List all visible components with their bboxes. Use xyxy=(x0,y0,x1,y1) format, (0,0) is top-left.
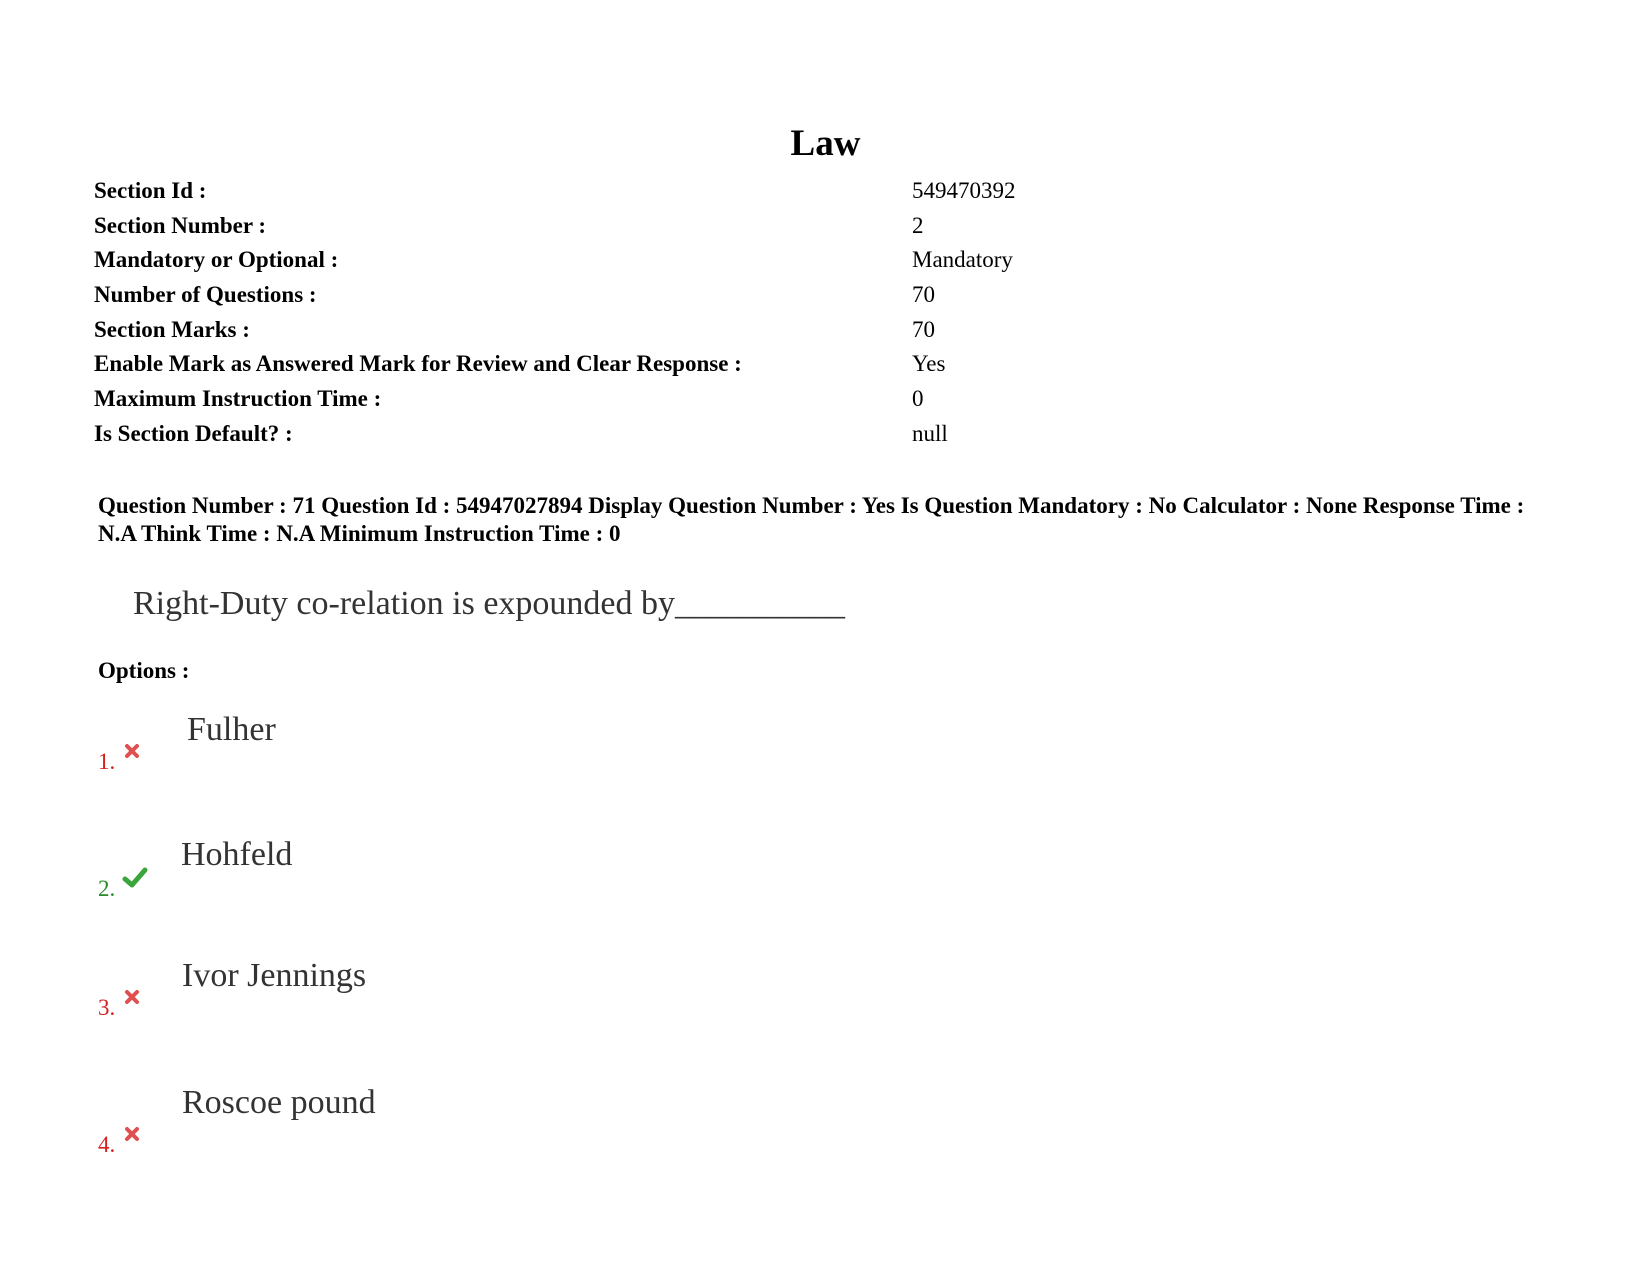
option-number: 4. xyxy=(98,1132,116,1157)
meta-label: Enable Mark as Answered Mark for Review and Clear Response : xyxy=(94,351,742,377)
meta-value: Mandatory xyxy=(912,247,1013,273)
meta-value: Yes xyxy=(912,351,946,377)
option-text: Hohfeld xyxy=(181,836,293,873)
cross-icon xyxy=(124,989,140,1010)
meta-value: 70 xyxy=(912,316,935,342)
meta-value: null xyxy=(912,420,948,446)
meta-label: Section Number : xyxy=(94,212,267,238)
option-4 xyxy=(0,1083,900,1163)
meta-label: Section Marks : xyxy=(94,316,250,342)
meta-label: Section Id : xyxy=(94,178,207,203)
question-text: Right-Duty co-relation is expounded by__________ xyxy=(133,585,846,622)
option-3 xyxy=(0,946,900,1026)
meta-value: 549470392 xyxy=(912,178,1016,203)
meta-value: 2 xyxy=(912,212,924,238)
meta-label: Mandatory or Optional : xyxy=(94,247,339,273)
meta-label: Is Section Default? : xyxy=(94,420,293,446)
options-label: Options : xyxy=(98,658,190,683)
cross-icon xyxy=(124,1126,140,1147)
option-number: 3. xyxy=(98,995,116,1020)
meta-label: Number of Questions : xyxy=(94,282,317,308)
option-1 xyxy=(0,700,900,780)
option-text: Fulher xyxy=(187,711,276,748)
option-2 xyxy=(0,825,900,905)
meta-value: 0 xyxy=(912,386,924,412)
meta-label: Maximum Instruction Time : xyxy=(94,386,382,412)
check-icon xyxy=(122,867,148,894)
option-number: 1. xyxy=(98,749,116,774)
question-header: Question Number : 71 Question Id : 54947027894 Display Question Number : Yes Is Question Mandatory : No Calculator : None Response Time : N.A Think Time : N.A Minimum Instruction Time : 0 xyxy=(98,493,1525,546)
option-number: 2. xyxy=(98,876,116,901)
cross-icon xyxy=(124,743,140,764)
option-text: Ivor Jennings xyxy=(182,957,367,994)
option-text: Roscoe pound xyxy=(182,1084,376,1121)
meta-value: 70 xyxy=(912,282,935,308)
page-title: Law xyxy=(790,123,861,164)
